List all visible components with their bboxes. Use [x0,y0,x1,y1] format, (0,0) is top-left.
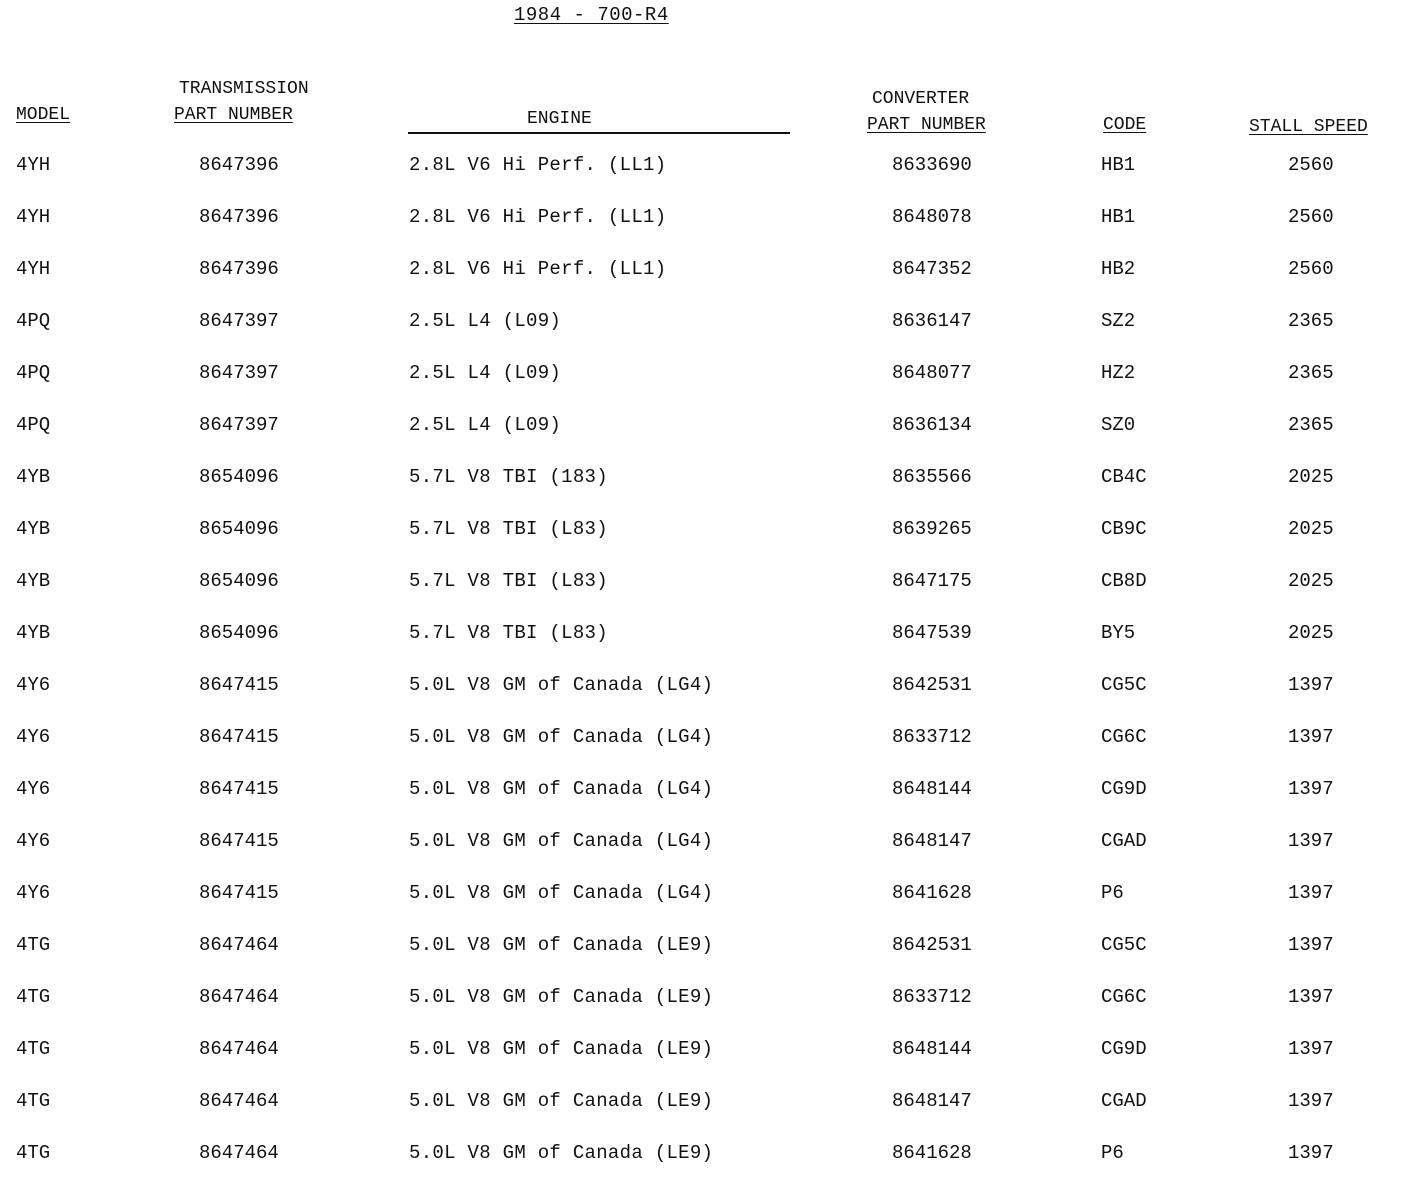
engine-cell: 5.0L V8 GM of Canada (LG4) [409,726,714,748]
table-row [0,360,1408,412]
engine-cell: 5.0L V8 GM of Canada (LE9) [409,1142,714,1164]
model-cell: 4YH [16,154,51,176]
model-cell: 4Y6 [16,726,51,748]
stall-speed-cell: 1397 [1288,934,1334,956]
model-cell: 4Y6 [16,674,51,696]
stall-speed-cell: 2025 [1288,466,1334,488]
converter-part-cell: 8648144 [892,1038,972,1060]
transmission-part-cell: 8647415 [199,778,279,800]
engine-cell: 5.0L V8 GM of Canada (LE9) [409,986,714,1008]
stall-speed-cell: 1397 [1288,830,1334,852]
engine-cell: 2.8L V6 Hi Perf. (LL1) [409,258,667,280]
engine-cell: 2.8L V6 Hi Perf. (LL1) [409,206,667,228]
converter-part-cell: 8648144 [892,778,972,800]
stall-speed-cell: 1397 [1288,1142,1334,1164]
table-row [0,620,1408,672]
table-row [0,1036,1408,1088]
table-row [0,256,1408,308]
model-cell: 4YH [16,206,51,228]
stall-speed-cell: 2025 [1288,570,1334,592]
table-row [0,724,1408,776]
header-transmission-line1: TRANSMISSION [179,79,309,99]
code-cell: P6 [1101,882,1124,904]
converter-part-cell: 8633690 [892,154,972,176]
code-cell: P6 [1101,1142,1124,1164]
transmission-part-cell: 8647396 [199,206,279,228]
converter-part-cell: 8648077 [892,362,972,384]
table-row [0,516,1408,568]
model-cell: 4YH [16,258,51,280]
model-cell: 4Y6 [16,778,51,800]
model-cell: 4PQ [16,414,51,436]
engine-cell: 2.5L L4 (L09) [409,362,562,384]
engine-cell: 5.0L V8 GM of Canada (LG4) [409,882,714,904]
header-code [1103,112,1146,138]
stall-speed-cell: 2560 [1288,154,1334,176]
header-converter [867,86,986,138]
transmission-part-cell: 8654096 [199,622,279,644]
transmission-part-cell: 8647464 [199,986,279,1008]
transmission-part-cell: 8647415 [199,830,279,852]
stall-speed-cell: 1397 [1288,726,1334,748]
model-cell: 4Y6 [16,882,51,904]
converter-part-cell: 8636147 [892,310,972,332]
engine-cell: 5.0L V8 GM of Canada (LE9) [409,934,714,956]
stall-speed-cell: 2365 [1288,414,1334,436]
stall-speed-cell: 1397 [1288,1038,1334,1060]
table-row [0,880,1408,932]
engine-cell: 5.7L V8 TBI (183) [409,466,608,488]
stall-speed-cell: 1397 [1288,882,1334,904]
code-cell: SZ0 [1101,414,1136,436]
code-cell: CB8D [1101,570,1147,592]
converter-part-cell: 8633712 [892,986,972,1008]
transmission-part-cell: 8654096 [199,570,279,592]
transmission-part-cell: 8647464 [199,1142,279,1164]
engine-cell: 2.5L L4 (L09) [409,310,562,332]
table-row [0,412,1408,464]
code-cell: CG9D [1101,1038,1147,1060]
model-cell: 4Y6 [16,830,51,852]
code-cell: CB4C [1101,466,1147,488]
transmission-part-cell: 8647397 [199,310,279,332]
engine-cell: 5.7L V8 TBI (L83) [409,518,608,540]
stall-speed-cell: 2560 [1288,206,1334,228]
converter-part-cell: 8642531 [892,674,972,696]
converter-part-cell: 8639265 [892,518,972,540]
table-row [0,776,1408,828]
code-cell: CGAD [1101,1090,1147,1112]
header-model [16,102,70,128]
engine-cell: 5.7L V8 TBI (L83) [409,570,608,592]
parts-table [0,152,1408,1192]
code-cell: CG9D [1101,778,1147,800]
model-cell: 4PQ [16,310,51,332]
model-cell: 4YB [16,570,51,592]
converter-part-cell: 8635566 [892,466,972,488]
transmission-part-cell: 8654096 [199,466,279,488]
engine-cell: 2.8L V6 Hi Perf. (LL1) [409,154,667,176]
model-cell: 4YB [16,622,51,644]
stall-speed-cell: 1397 [1288,778,1334,800]
code-cell: HZ2 [1101,362,1136,384]
transmission-part-cell: 8647397 [199,362,279,384]
converter-part-cell: 8633712 [892,726,972,748]
engine-header-rule [408,132,790,134]
table-row [0,828,1408,880]
transmission-part-cell: 8647464 [199,934,279,956]
model-cell: 4PQ [16,362,51,384]
code-cell: SZ2 [1101,310,1136,332]
stall-speed-cell: 1397 [1288,986,1334,1008]
code-cell: HB2 [1101,258,1136,280]
table-row [0,204,1408,256]
code-cell: HB1 [1101,206,1136,228]
code-cell: CGAD [1101,830,1147,852]
model-cell: 4TG [16,1090,51,1112]
converter-part-cell: 8647352 [892,258,972,280]
code-cell: CG6C [1101,986,1147,1008]
model-cell: 4TG [16,986,51,1008]
engine-cell: 5.0L V8 GM of Canada (LE9) [409,1038,714,1060]
header-model-label: MODEL [16,105,71,125]
converter-part-cell: 8648078 [892,206,972,228]
code-cell: BY5 [1101,622,1136,644]
transmission-part-cell: 8647397 [199,414,279,436]
header-stall-speed-label: STALL SPEED [1249,117,1368,137]
converter-part-cell: 8641628 [892,1142,972,1164]
header-stall-speed [1249,114,1368,140]
model-cell: 4TG [16,934,51,956]
code-cell: CB9C [1101,518,1147,540]
code-cell: CG6C [1101,726,1147,748]
transmission-part-cell: 8647415 [199,726,279,748]
transmission-part-cell: 8647396 [199,258,279,280]
engine-cell: 5.7L V8 TBI (L83) [409,622,608,644]
model-cell: 4YB [16,466,51,488]
header-transmission [174,76,309,128]
converter-part-cell: 8647175 [892,570,972,592]
model-cell: 4TG [16,1038,51,1060]
stall-speed-cell: 2365 [1288,310,1334,332]
converter-part-cell: 8642531 [892,934,972,956]
converter-part-cell: 8641628 [892,882,972,904]
table-row [0,308,1408,360]
engine-cell: 5.0L V8 GM of Canada (LG4) [409,830,714,852]
model-cell: 4YB [16,518,51,540]
engine-cell: 5.0L V8 GM of Canada (LG4) [409,674,714,696]
table-row [0,932,1408,984]
stall-speed-cell: 1397 [1288,674,1334,696]
header-engine-label: ENGINE [527,109,592,129]
engine-cell: 2.5L L4 (L09) [409,414,562,436]
transmission-part-cell: 8647396 [199,154,279,176]
engine-cell: 5.0L V8 GM of Canada (LE9) [409,1090,714,1112]
converter-part-cell: 8648147 [892,830,972,852]
stall-speed-cell: 2025 [1288,518,1334,540]
stall-speed-cell: 2365 [1288,362,1334,384]
code-cell: HB1 [1101,154,1136,176]
code-cell: CG5C [1101,934,1147,956]
code-cell: CG5C [1101,674,1147,696]
converter-part-cell: 8648147 [892,1090,972,1112]
header-code-label: CODE [1103,115,1147,135]
table-row [0,152,1408,204]
stall-speed-cell: 1397 [1288,1090,1334,1112]
stall-speed-cell: 2560 [1288,258,1334,280]
page-title: 1984 - 700-R4 [514,4,669,26]
table-row [0,1140,1408,1192]
header-transmission-line2: PART NUMBER [174,105,293,125]
transmission-part-cell: 8647464 [199,1038,279,1060]
engine-cell: 5.0L V8 GM of Canada (LG4) [409,778,714,800]
converter-part-cell: 8647539 [892,622,972,644]
transmission-part-cell: 8654096 [199,518,279,540]
transmission-part-cell: 8647415 [199,674,279,696]
transmission-part-cell: 8647415 [199,882,279,904]
model-cell: 4TG [16,1142,51,1164]
converter-part-cell: 8636134 [892,414,972,436]
header-converter-line2: PART NUMBER [867,115,986,135]
table-row [0,464,1408,516]
table-row [0,672,1408,724]
stall-speed-cell: 2025 [1288,622,1334,644]
transmission-part-cell: 8647464 [199,1090,279,1112]
table-row [0,568,1408,620]
header-engine [527,106,592,132]
table-row [0,984,1408,1036]
header-converter-line1: CONVERTER [872,89,970,109]
table-row [0,1088,1408,1140]
